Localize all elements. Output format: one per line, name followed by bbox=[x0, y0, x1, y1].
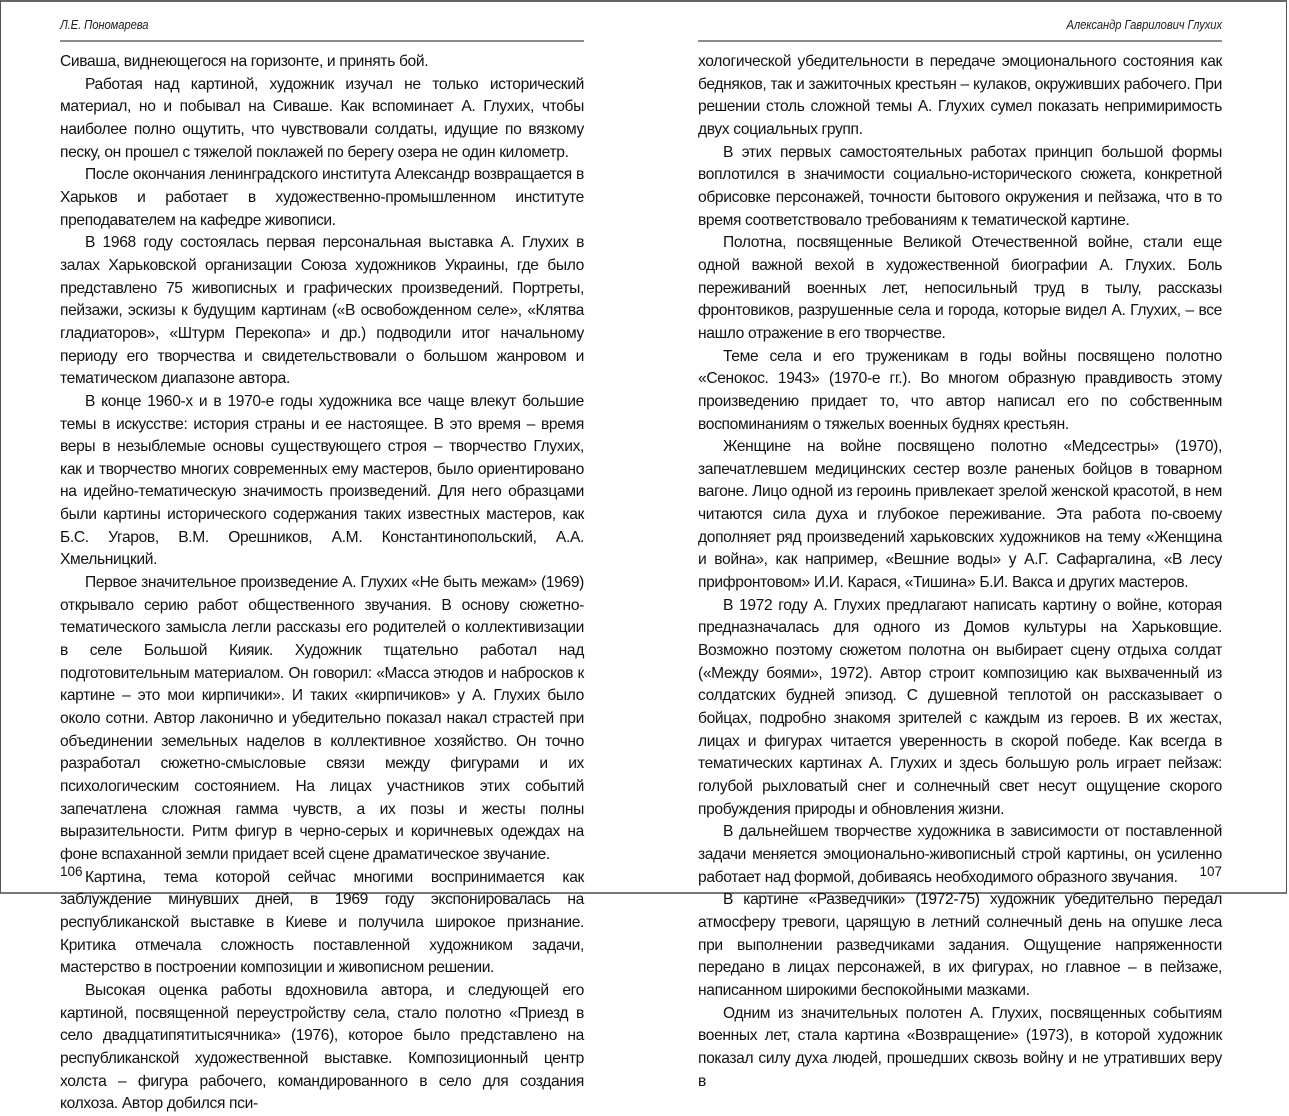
paragraph: Одним из значительных полотен А. Глухих, посвященных событиям военных лет, стала картина «Возвращение» (1973), в которой художник показал силу духа людей, прошедших сквозь войну и не утративших веру в bbox=[698, 1004, 1222, 1090]
left-page bbox=[60, 0, 584, 1113]
paragraph: В картине «Разведчики» (1972-75) художник убедительно передал атмосферу тревоги, царящую в летний солнечный день на опушке леса при выполнении разведчиками задания. Ощущение напряженности передано в лицах персонажей, в их фигурах, но главное – в пейзаже, написанном широкими беспокойными мазками. bbox=[698, 891, 1222, 999]
paragraph: После окончания ленинградского института Александр возвращается в Харьков и работает в художественно-промышленном институте преподавателем на кафедре живописи. bbox=[60, 166, 584, 229]
paragraph: Высокая оценка работы вдохновила автора, и следующей его картиной, посвященной переустройству села, стало полотно «Приезд в село двадцатипятитысячника» (1976), которое было представлено на республиканской художественной выставке. Композиционный центр холста – фигура рабочего, командированного в село для создания колхоза. Автор добился пси- bbox=[60, 981, 584, 1113]
left-page-body bbox=[60, 51, 584, 1116]
running-head-title: Александр Гаврилович Глухих bbox=[1066, 18, 1222, 32]
paragraph: В 1968 году состоялась первая персональная выставка А. Глухих в залах Харьковской организации Союза художников Украины, где было представлено 75 живописных и графических произведений. Портреты, пейзажи, эскизы к будущим картинам («В освобожденном селе», «Клятва гладиаторов», «Штурм Перекопа» и др.) подводили итог начальному периоду его творчества и свидетельствовали о большом жанровом и тематическом диапазоне автора. bbox=[60, 234, 584, 388]
paragraph: Женщине на войне посвящено полотно «Медсестры» (1970), запечатлевшем медицинских сестер возле раненых бойцов в товарном вагоне. Лицо одной из героинь привлекает зрелой женской красотой, в нем читаются сила духа и глубокое переживание. Эта работа по-своему дополняет ряд произведений харьковских художников на тему «Женщина и война», как например, «Вешние воды» у А.Г. Сафаргалина, «В лесу прифронтовом» И.И. Карася, «Тишина» Б.И. Вакса и других мастеров. bbox=[698, 438, 1222, 592]
paragraph: хологической убедительности в передаче эмоционального состояния как бедняков, так и зажиточных крестьян – кулаков, окруживших рабочего. При решении столь сложной темы А. Глухих сумел показать непримиримость двух социальных групп. bbox=[698, 53, 1222, 138]
right-page bbox=[698, 0, 1222, 1090]
paragraph: В дальнейшем творчестве художника в зависимости от поставленной задачи меняется эмоционально-живописный строй картины, он усиленно работает над формой, добиваясь необходимого образного звучания. bbox=[698, 823, 1222, 886]
header-rule bbox=[60, 40, 584, 42]
page-number: 107 bbox=[1199, 864, 1222, 879]
paragraph: Работая над картиной, художник изучал не только исторический материал, но и побывал на Сиваше. Как вспоминает А. Глухих, чтобы наиболее полно ощутить, что чувствовали солдаты, идущие по вязкому песку, он прошел с тяжелой поклажей по берегу озера не один километр. bbox=[60, 75, 584, 161]
paragraph: Первое значительное произведение А. Глухих «Не быть межам» (1969) открывало серию работ общественного звучания. В основу сюжетно-тематического замысла легли рассказы его родителей о коллективизации в селе Большой Кияик. Художник тщательно работал над подготовительным материалом. Он говорил: «Масса этюдов и набросков к картине – это мои кирпичики». И таких «кирпичиков» у А. Глухих было около сотни. Автор лаконично и убедительно показал накал страстей при объединении земельных наделов в коллективное хозяйство. Он точно разработал сюжетно-смысловые связи между фигурами и их психологическим состоянием. На лицах участников этих событий запечатлена сложная гамма чувств, а их позы и жесты полны выразительности. Ритм фигур в черно-серых и коричневых одеждах на фоне вспаханной земли придает всей сцене драматическое звучание. bbox=[60, 574, 584, 863]
page-number: 106 bbox=[60, 864, 83, 879]
paragraph: Сиваша, виднеющегося на горизонте, и принять бой. bbox=[60, 53, 429, 70]
header-rule bbox=[698, 40, 1222, 42]
paragraph: В 1972 году А. Глухих предлагают написать картину о войне, которая предназначалась для одного из Домов культуры на Харьковщие. Возможно поэтому сюжетом полотна он выбирает сцену отдыха солдат («Между боями», 1972). Автор строит композицию как выхваченный из солдатских будней эпизод. С душевной теплотой он рассказывает о бойцах, подробно знакомя зрителей с каждым из героев. В их жестах, лицах и фигурах читается уверенность в скорой победе. Как всегда в тематических картинах А. Глухих и здесь большую роль играет пейзаж: голубой рыхловатый снег и солнечный свет несут ощущение скорого пробуждения природы и обновления жизни. bbox=[698, 596, 1222, 818]
paragraph: В конце 1960-х и в 1970-е годы художника все чаще влекут большие темы в искусстве: история страны и ее настоящее. В это время – время веры в незыблемые основы существующего строя – творчество Глухих, как и творчество многих современных ему мастеров, было ориентировано на идейно-тематическую значимость произведений. Для него образцами были картины исторического содержания таких известных мастеров, как Б.С. Угаров, В.М. Орешников, А.М. Константинопольский, А.А. Хмельницкий. bbox=[60, 392, 584, 569]
paragraph: Картина, тема которой сейчас многими воспринимается как заблуждение минувших дней, в 1969 году экспонировалась на республиканской выставке в Киеве и получила широкое признание. Критика отмечала сложность поставленной художником задачи, мастерство в построении композиции и живописном решении. bbox=[60, 868, 584, 977]
paragraph: Полотна, посвященные Великой Отечественной войне, стали еще одной важной вехой в художественной биографии А. Глухих. Боль переживаний военных лет, непосильный труд в тылу, рассказы фронтовиков, разрушенные села и города, которые видел А. Глухих, – все нашло отражение в его творчестве. bbox=[698, 234, 1222, 342]
right-page-body bbox=[698, 51, 1222, 1093]
running-head-author: Л.Е. Пономарева bbox=[60, 18, 149, 32]
paragraph: В этих первых самостоятельных работах принцип большой формы воплотился в значимости социально-исторического сюжета, конкретной обрисовке персонажей, точности бытового окружения и пейзажа, что в то время соответствовало требованиям к тематической картине. bbox=[698, 143, 1222, 229]
paragraph: Теме села и его труженикам в годы войны посвящено полотно «Сенокос. 1943» (1970-е гг.). Во многом образную правдивость этому произведению придает то, что автор написал его по собственным воспоминаниям о тяжелых военных буднях крестьян. bbox=[698, 347, 1222, 433]
